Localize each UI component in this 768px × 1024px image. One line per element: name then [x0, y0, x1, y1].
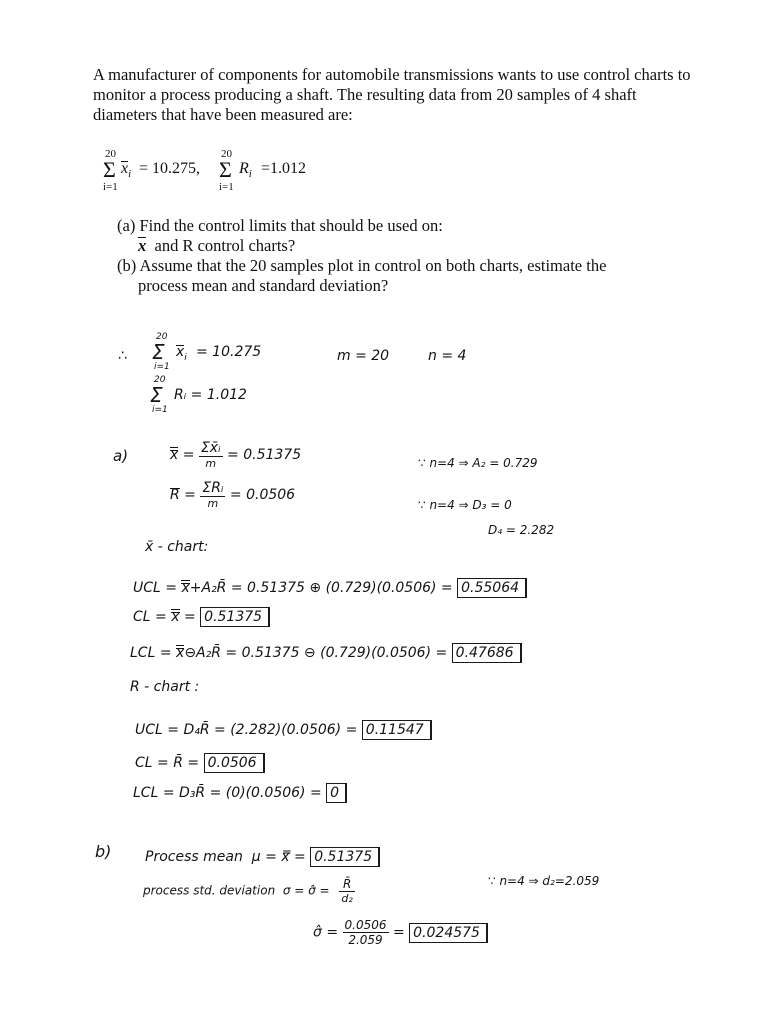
- process-sd: process std. deviation σ = σ̂ = $\frac{R̄}{\text{d₂}}$: [143, 877, 353, 905]
- process-mean: Process mean μ = x̿ = 0.51375: [145, 847, 380, 867]
- xbar-cl: CL = x = 0.51375: [133, 607, 270, 627]
- d2-note: ∵ n=4 ⇒ d₂=2.059: [488, 874, 600, 888]
- part-b-question-line2: process mean and standard deviation?: [138, 276, 389, 295]
- r-lcl-result: 0: [326, 783, 347, 803]
- r-ucl-result: 0.11547: [362, 720, 432, 740]
- r-cl: CL = R̄ = 0.0506: [135, 753, 265, 773]
- part-a-question-line2: x and R control charts?: [138, 236, 296, 255]
- xbar-ucl: UCL = x+A₂R̄ = 0.51375 ⊕ (0.729)(0.0506) = 0.55064: [133, 578, 527, 598]
- xbar-symbol: $x_i$: [121, 160, 132, 181]
- xbar-lcl-result: 0.47686: [452, 643, 522, 663]
- part-b-question-line1: (b) Assume that the 20 samples plot in control on both charts, estimate the: [117, 256, 607, 275]
- r-symbol: $R_i$: [239, 160, 252, 181]
- sum-r-upper: 20: [221, 148, 232, 160]
- process-mean-result: 0.51375: [310, 847, 380, 867]
- sigma-hat-calc: σ̂ = $\frac{0.0506}{2.059}$ = 0.024575: [313, 918, 488, 947]
- d4-note: D₄ = 2.282: [488, 523, 555, 537]
- problem-text: A manufacturer of components for automobile transmissions wants to use control charts to monitor a process producing a shaft. The resulting data from 20 samples of 4 shaft diameters that have been measured are:: [93, 65, 691, 124]
- sum-x-lower: i=1: [103, 181, 118, 193]
- problem-statement: [93, 65, 693, 125]
- given-n: n = 4: [428, 348, 467, 364]
- sum-r-lower: i=1: [219, 181, 234, 193]
- r-ucl: UCL = D₄R̄ = (2.282)(0.0506) = 0.11547: [135, 720, 432, 740]
- xbar-chart-title: x̄ - chart:: [145, 539, 209, 555]
- sigma-symbol: Σ: [103, 157, 116, 182]
- therefore-symbol: ∴: [118, 348, 127, 364]
- xbar-symbol: x: [138, 236, 147, 255]
- rbar-calc: R = $\frac{\text{ΣRᵢ}}{m}$ = 0.0506: [170, 480, 296, 510]
- given-m: m = 20: [337, 348, 390, 364]
- r-chart-title: R - chart :: [130, 679, 200, 695]
- a2-note: ∵ n=4 ⇒ A₂ = 0.729: [418, 456, 538, 470]
- xbar-lcl: LCL = x⊖A₂R̄ = 0.51375 ⊖ (0.729)(0.0506) = 0.47686: [130, 643, 522, 663]
- xbar-cl-result: 0.51375: [200, 607, 270, 627]
- r-cl-result: 0.0506: [204, 753, 265, 773]
- sum-r-value: =1.012: [261, 160, 307, 177]
- sigma-symbol: Σ: [219, 157, 232, 182]
- sum-x-upper: 20: [105, 148, 116, 160]
- part-b-label: b): [95, 842, 112, 861]
- part-a-question-line1: (a) Find the control limits that should be used on:: [117, 216, 443, 235]
- sigma-hat-result: 0.024575: [409, 923, 488, 943]
- sum-x-value: = 10.275,: [139, 160, 201, 177]
- xbar-ucl-result: 0.55064: [457, 578, 527, 598]
- xbarbar-calc: x = $\frac{\text{Σx̄ᵢ}}{m}$ = 0.51375: [170, 440, 302, 470]
- part-a-label: a): [113, 447, 129, 465]
- r-lcl: LCL = D₃R̄ = (0)(0.0506) = 0: [133, 783, 347, 803]
- d3-note: ∵ n=4 ⇒ D₃ = 0: [418, 498, 512, 512]
